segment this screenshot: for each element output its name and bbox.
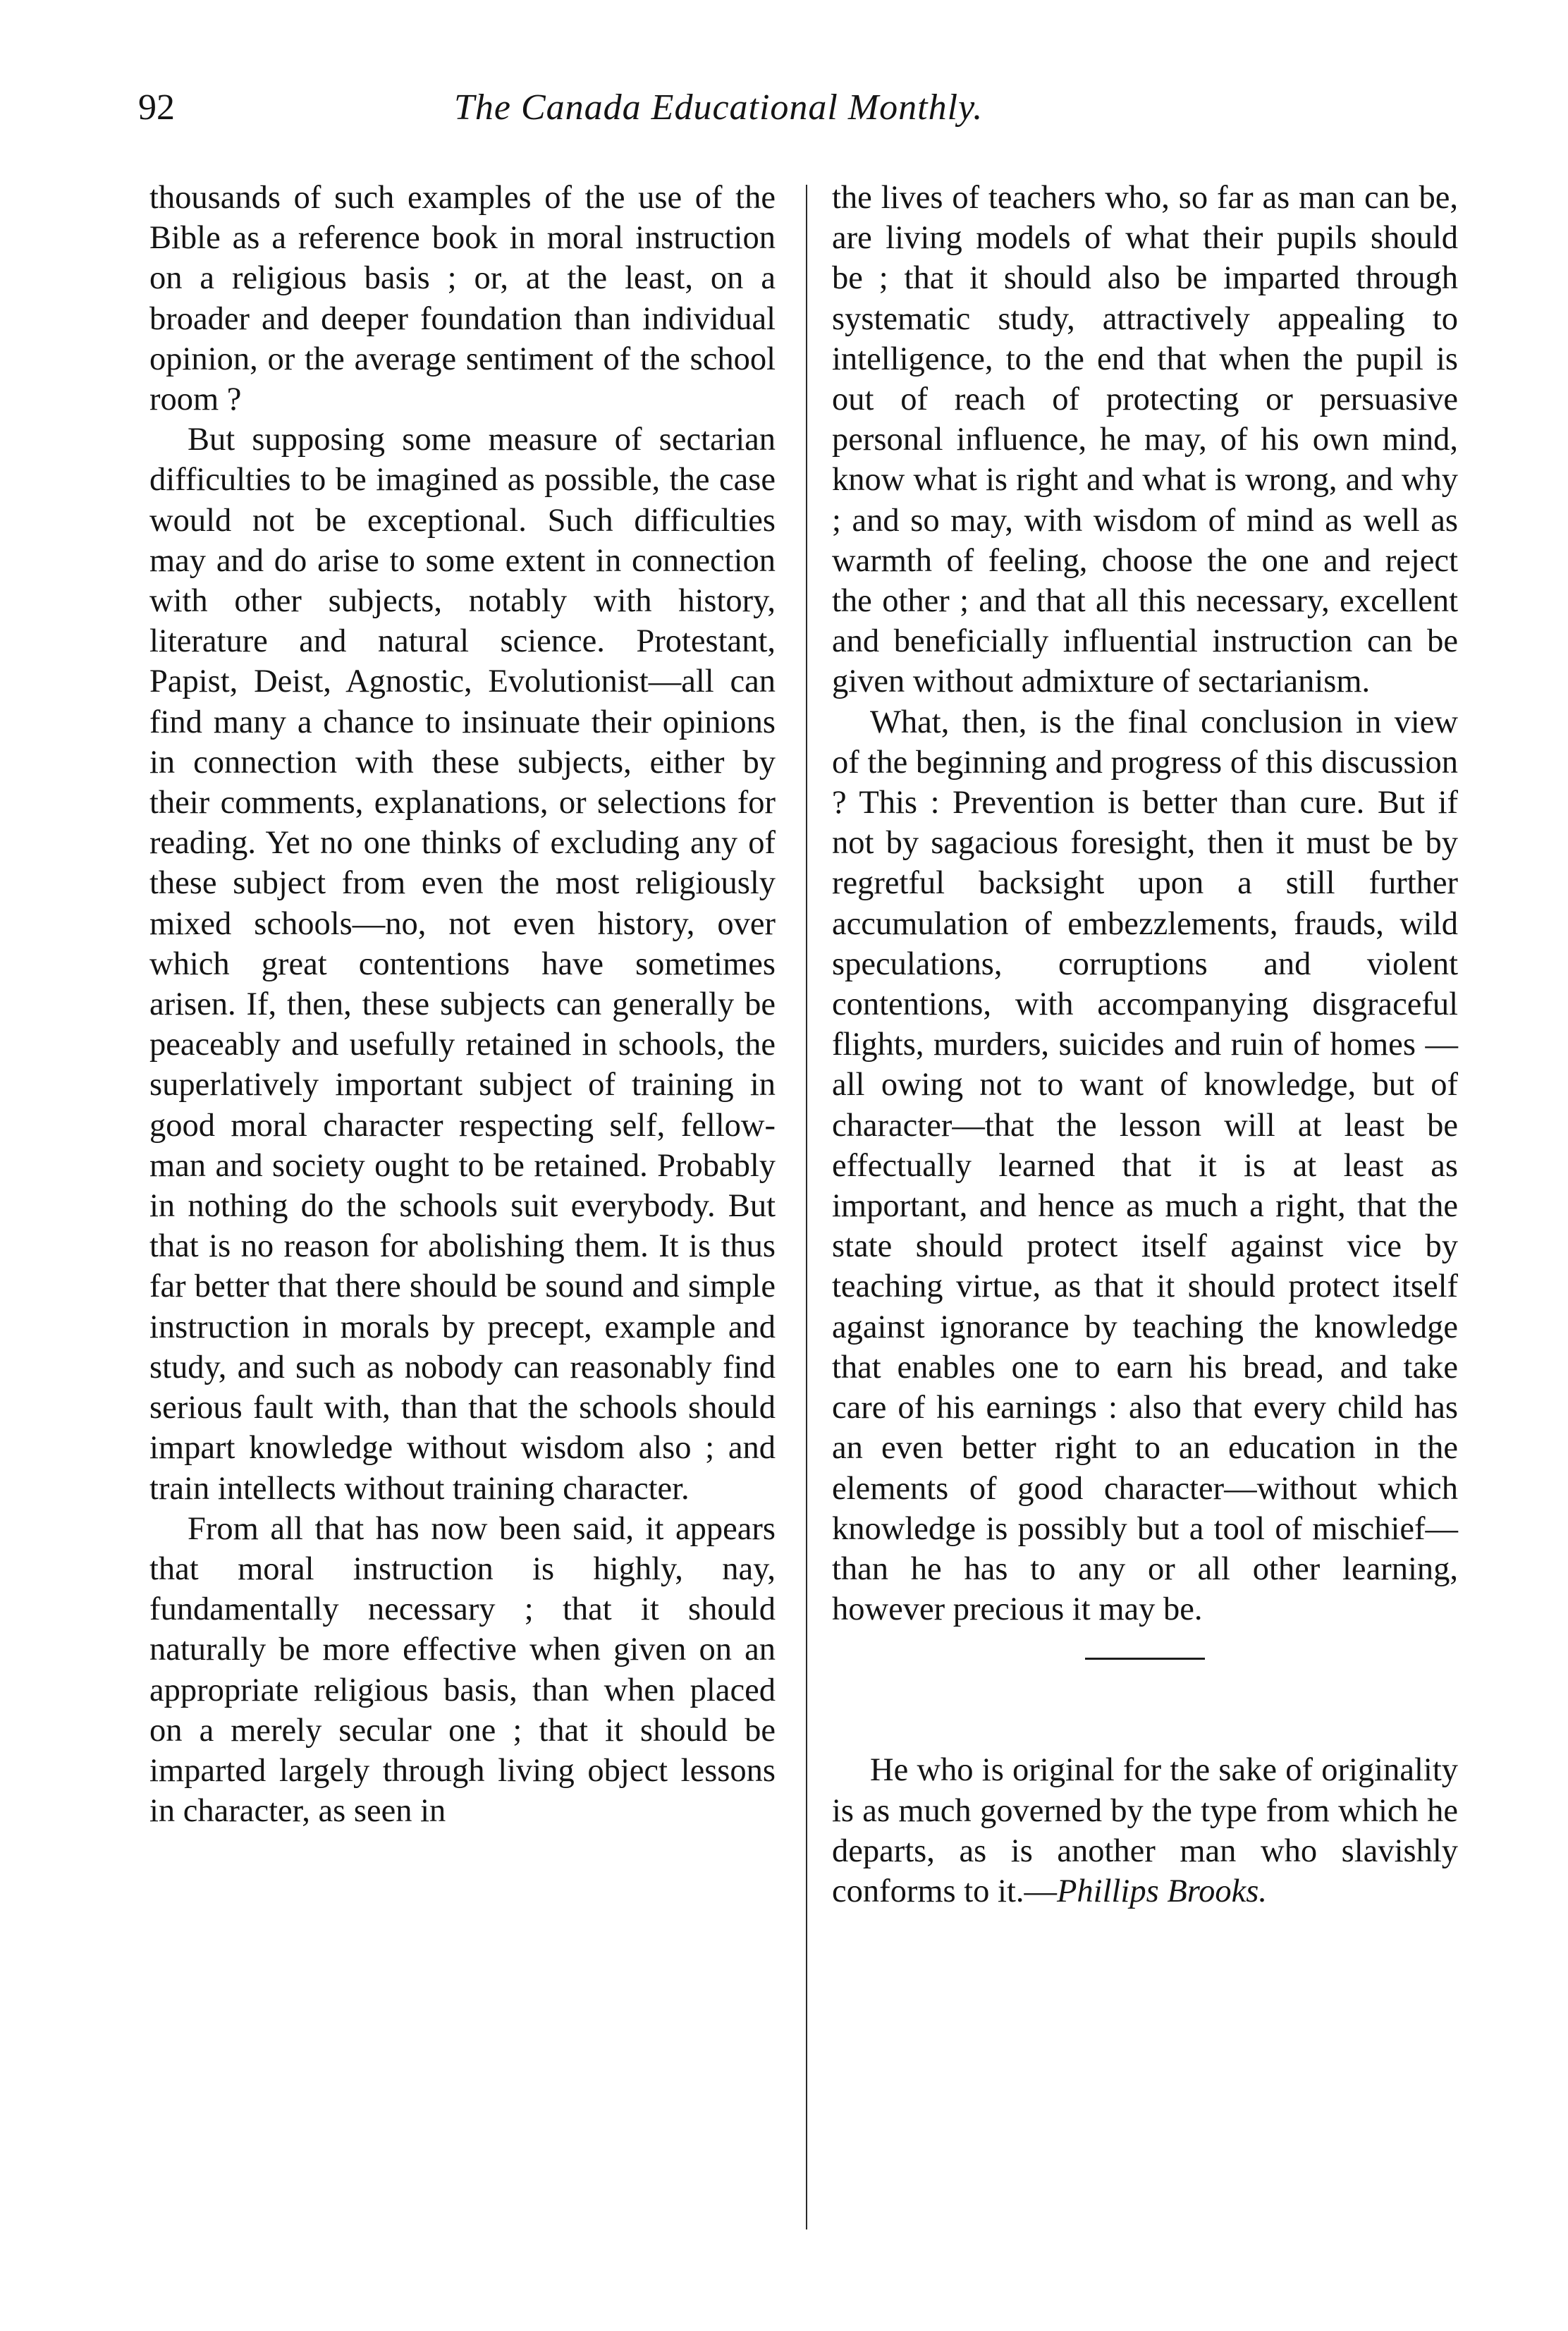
- quote-text: He who is original for the sake of originality is as much governed by the type from which he departs, as is another man who slavishly conforms to it.—: [832, 1752, 1458, 1909]
- paragraph: What, then, is the final conclusion in view of the beginning and progress of this discussion ? This : Prevention is better than cure. But if not by sagacious foresight, then it must be by regretful backsight upon a still further accumulation of embezzlements, frauds, wild speculations, corruptions and violent contentions, with accompanying disgraceful flights, murders, suicides and ruin of homes —all owing not to want of knowledge, but of character—that the lesson will at least be effectually learned that it is at least as important, and hence as much a right, that the state should protect itself against vice by teaching virtue, as that it should protect itself against ignorance by teaching the knowledge that enables one to earn his bread, and take care of his earnings : also that every child has an even better right to an education in the elements of good character—without which knowledge is possibly but a tool of mischief—than he has to any or all other learning, however precious it may be.: [832, 704, 1458, 1628]
- page-header: [138, 83, 1464, 147]
- column-divider: [806, 185, 807, 2229]
- section-separator: [1085, 1658, 1205, 1660]
- paragraph: From all that has now been said, it appears that moral instruction is highly, nay, fundamentally necessary ; that it should naturally be more effective when given on an appropriate religious basis, than when placed on a merely secular one ; that it should be imparted largely through living object lessons in character, as seen in: [149, 1510, 776, 1830]
- paragraph: thousands of such examples of the use of the Bible as a reference book in moral instruction on a religious basis ; or, at the least, on a broader and deeper foundation than individual opinion, or the average sentiment of the school room ?: [149, 180, 776, 418]
- running-title: The Canada Educational Monthly.: [454, 87, 984, 128]
- closing-quote: [832, 1750, 1458, 1911]
- right-column: [832, 178, 1458, 1911]
- paragraph: But supposing some measure of sectarian difficulties to be imagined as possible, the case would not be exceptional. Such difficulties may and do arise to some extent in connection with other subjects, notably with history, literature and natural science. Protestant, Papist, Deist, Agnostic, Evolutionist—all can find many a chance to insinuate their opinions in connection with these subjects, either by their comments, explanations, or selections for reading. Yet no one thinks of excluding any of these subject from even the most religiously mixed schools—no, not even history, over which great contentions have sometimes arisen. If, then, these subjects can generally be peaceably and usefully retained in schools, the superlatively important subject of training in good moral character respecting self, fellow-man and society ought to be retained. Probably in nothing do the schools suit everybody. But that is no reason for abolishing them. It is thus far better that there should be sound and simple instruction in morals by precept, example and study, and such as nobody can reasonably find serious fault with, than that the schools should impart knowledge without wisdom also ; and train intellects without training character.: [149, 422, 776, 1507]
- quote-attribution: Phillips Brooks.: [1057, 1873, 1267, 1909]
- paragraph: the lives of teachers who, so far as man can be, are living models of what their pupils should be ; that it should also be imparted through systematic study, attractively appealing to intelligence, to the end that when the pupil is out of reach of protecting or persuasive personal influence, he may, of his own mind, know what is right and what is wrong, and why ; and so may, with wisdom of mind as well as warmth of feeling, choose the one and reject the other ; and that all this necessary, excellent and beneficially influential instruction can be given without admixture of sectarianism.: [832, 180, 1458, 700]
- left-column: [149, 178, 776, 1831]
- page-number: 92: [138, 87, 175, 128]
